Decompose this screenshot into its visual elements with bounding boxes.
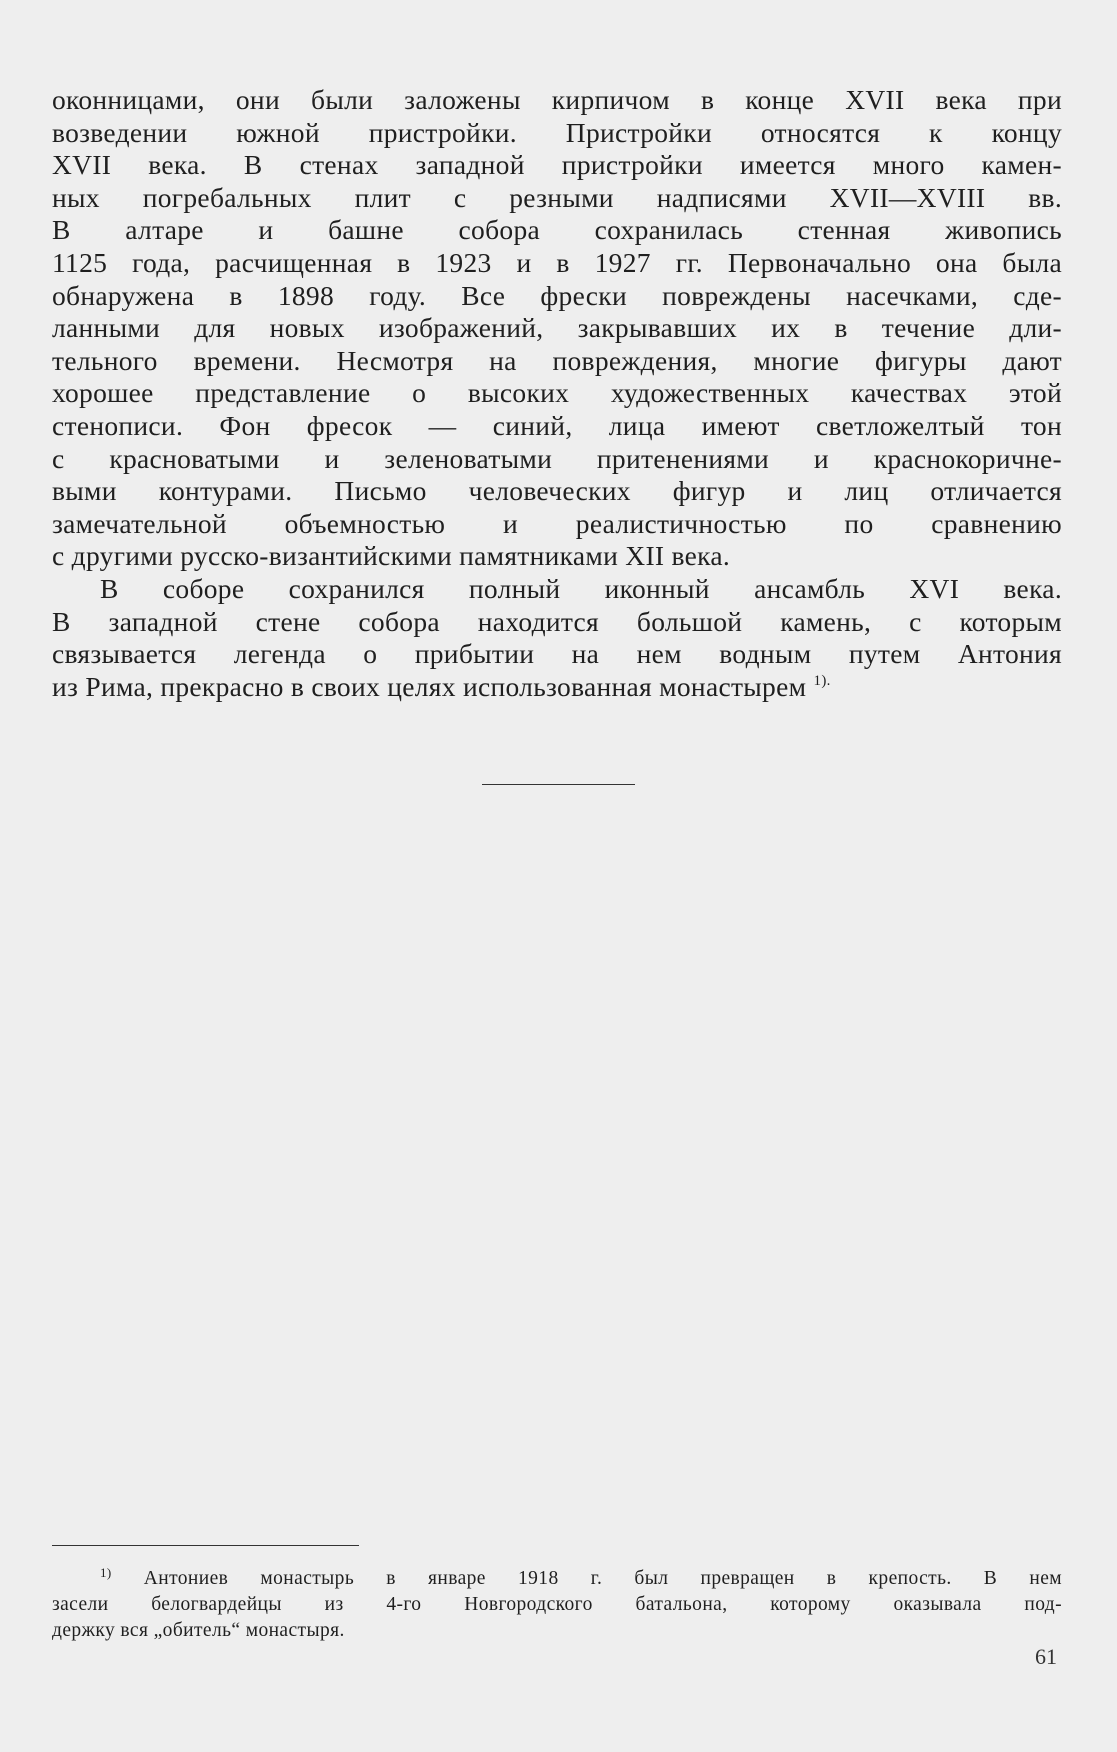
text-line: с другими русско-византийскими памятниками XII века.: [52, 540, 731, 572]
text-line: ланными для новых изображений, закрывавших их в течение дли-: [52, 312, 1062, 344]
footnote-rule: [52, 1545, 359, 1546]
footnote-line: держку вся „обитель“ монастыря.: [52, 1620, 345, 1641]
footnote-text: Антониев монастырь в январе 1918 г. был превращен в крепость. В нем: [143, 1568, 1062, 1589]
text-line-with-footnote-ref: [52, 671, 1062, 704]
text-line: из Рима, прекрасно в своих целях использованная монастырем: [52, 670, 807, 702]
text-line: связывается легенда о прибытии на нем водным путем Антония: [52, 638, 1062, 670]
text-line: В западной стене собора находится большой камень, с которым: [52, 605, 1062, 637]
text-line: хорошее представление о высоких художественных качествах этой: [52, 377, 1062, 409]
footnote-reference: 1).: [813, 672, 831, 689]
footnote-line: [52, 1566, 1062, 1592]
text-line: возведении южной пристройки. Пристройки относятся к концу: [52, 116, 1062, 148]
text-line: В алтаре и башне собора сохранилась стенная живопись: [52, 214, 1062, 246]
section-divider: [482, 784, 635, 785]
text-line: обнаружена в 1898 году. Все фрески повреждены насечками, сде-: [52, 279, 1062, 311]
main-text: [52, 84, 1062, 703]
text-line: оконницами, они были заложены кирпичом в конце XVII века при: [52, 84, 1062, 115]
footnote-marker: 1): [100, 1565, 112, 1580]
text-line: с красноватыми и зеленоватыми притенениями и краснокоричне-: [52, 442, 1062, 474]
text-line: 1125 года, расчищенная в 1923 и в 1927 гг. Первоначально она была: [52, 246, 1062, 278]
text-line: ных погребальных плит с резными надписями XVII—XVIII вв.: [52, 181, 1062, 213]
text-line: XVII века. В стенах западной пристройки имеется много камен-: [52, 149, 1062, 181]
text-line: тельного времени. Несмотря на повреждения, многие фигуры дают: [52, 344, 1062, 376]
paragraph-start-line: В соборе сохранился полный иконный ансамбль XVI века.: [100, 572, 1062, 604]
text-line: замечательной объемностью и реалистичностью по сравнению: [52, 507, 1062, 539]
footnote-line: засели белогвардейцы из 4-го Новгородского батальона, которому оказывала под-: [52, 1594, 1062, 1615]
footnote: [52, 1566, 1062, 1644]
text-line: стенописи. Фон фресок — синий, лица имеют светложелтый тон: [52, 409, 1062, 441]
page-number: 61: [1035, 1644, 1057, 1669]
text-line: выми контурами. Письмо человеческих фигур и лиц отличается: [52, 475, 1062, 507]
